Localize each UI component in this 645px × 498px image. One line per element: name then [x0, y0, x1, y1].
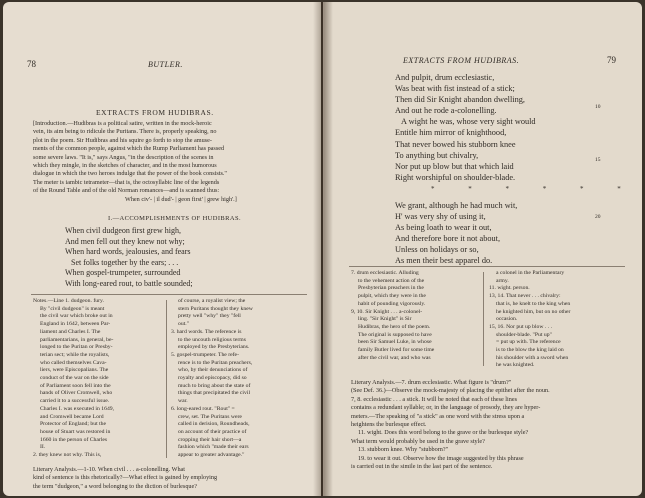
note-line: family Butler lived for some time: [358, 347, 435, 354]
note-line: he was knighted.: [496, 362, 535, 369]
verse-block-a: [395, 72, 536, 183]
verse-line: To anything but chivalry,: [395, 150, 479, 160]
note-line: stern Puritans thought they knew: [178, 305, 253, 312]
note-line: By "civil dudgeon" is meant: [40, 305, 105, 312]
verse-line: Then did Sir Knight abandon dwelling,: [395, 95, 525, 105]
verse-line: When hard words, jealousies, and fears: [65, 247, 191, 257]
note-line: he knighted him, but on no other: [496, 308, 571, 315]
analysis-line: Literary Analysis.—1-10. When civil . . . a-colonelling. What: [33, 466, 186, 473]
note-line: on account of their practice of: [178, 428, 247, 435]
verse-line: Unless on holidays or so,: [395, 245, 479, 255]
intro-line: [Introduction.—Hudibras is a political satire, written in the mock-heroic: [33, 120, 212, 127]
page-number: 78: [27, 59, 36, 69]
note-line: 7. drum ecclesiastic. Alluding: [351, 270, 419, 276]
analysis-line: 7, 8. ecclesiastic . . . a stick. It will be noted that each of these lines: [351, 395, 517, 403]
verse-line: When civil dudgeon first grew high,: [65, 226, 181, 235]
note-line: parliamentarians, in general, be-: [40, 336, 114, 343]
intro-line: ments of the common people, against which the Rump Parliament has passed: [33, 145, 225, 153]
verse-block-b: [395, 200, 517, 267]
notes-divider: [31, 294, 307, 295]
analysis-line: the term "dudgeon," a word belonging to the diction of burlesque?: [33, 482, 197, 490]
literary-analysis: [33, 466, 309, 491]
notes-column-2: [489, 270, 570, 370]
analysis-line: 11. wight. Does this word belong to the grave or the burlesque style?: [358, 429, 529, 437]
note-line: out.": [178, 321, 190, 328]
notes-column-divider: [166, 300, 167, 458]
verse-block: [65, 226, 193, 290]
note-line: ling. "Sir Knight" is Sir: [358, 316, 412, 323]
note-line: crew, set. The Puritans were: [178, 413, 242, 420]
running-head: EXTRACTS FROM HUDIBRAS.: [403, 56, 520, 65]
note-line: who, by their denunciations of: [178, 367, 248, 374]
verse-line: As men their best apparel do.: [395, 256, 493, 266]
verse-line: With long-eared rout, to battle sounded;: [65, 278, 193, 288]
note-line: war.: [178, 398, 188, 405]
section-stars: * * * * * *: [431, 185, 637, 193]
book-gutter: [313, 2, 333, 496]
note-line: and Cromwell became Lord: [40, 413, 104, 420]
intro-line: vein, its aim being to ridicule the Puritans. There is, properly speaking, no: [33, 128, 217, 136]
verse-line: That never bowed his stubborn knee: [395, 139, 516, 149]
note-line: Charles I. was executed in 1649,: [40, 405, 115, 412]
note-line: Protector of England; but the: [40, 421, 107, 428]
note-line: rence is to the Puritan preachers,: [178, 359, 253, 366]
verse-line: Was beat with fist instead of a stick;: [395, 84, 515, 94]
verse-line: H' was very shy of using it,: [395, 212, 486, 222]
notes-column-divider: [483, 272, 484, 366]
verse-line: Entitle him mirror of knighthood,: [395, 128, 507, 138]
note-line: house of Stuart was restored in: [40, 428, 111, 435]
analysis-line: (See Def. 36.)—Observe the mock-majesty of placing the epithet after the noun.: [351, 387, 550, 395]
intro-line: of the Round Table and of the old Norman romances—and is scanned thus:: [33, 187, 220, 195]
analysis-line: kind of sentence is this rhetorically?—What effect is gained by employing: [33, 474, 218, 482]
note-line: 9, 10. Sir Knight . . . a-colonel-: [351, 308, 423, 315]
note-line: that is, he knelt to the king when: [496, 300, 571, 307]
intro-line: dialogue in which the two heroes indulge that the power of the book consists.": [33, 170, 227, 178]
intro-line: The meter is iambic tetrameter—that is, the octosyllabic line of the legends: [33, 178, 220, 186]
note-line: carried it to a successful issue.: [40, 398, 110, 405]
note-line: liament and Charles I. The: [40, 328, 101, 335]
book-spread: [3, 2, 642, 496]
line-number: 10: [595, 104, 601, 110]
note-line: much to bring about the state of: [178, 382, 251, 389]
intro-line: which they mingle, in the sketches of character, and in the most humorous: [33, 162, 217, 170]
verse-line: Nor put up blow but that which laid: [395, 161, 514, 171]
intro-line: When civ'- | il dud'- | geon first' | grew high'.]: [125, 195, 237, 203]
verse-line: And therefore bore it not about,: [395, 234, 501, 244]
note-line: to the uncouth religious terms: [178, 336, 246, 343]
page-number: 79: [607, 55, 616, 65]
note-line: 15, 16. Nor put up blow . . .: [489, 323, 553, 330]
verse-line: Right worshipful on shoulder-blade.: [395, 172, 516, 182]
note-line: army.: [496, 277, 509, 284]
note-line: 6. long-eared rout. "Rout" =: [171, 405, 235, 412]
note-line: called in derision, Roundheads,: [178, 421, 250, 428]
line-number: 20: [595, 214, 601, 220]
note-line: 5. gospel-trumpeter. The refe-: [171, 351, 239, 358]
verse-line: And men fell out they knew not why;: [65, 236, 185, 246]
note-line: Notes.—Line 1. dudgeon. fury.: [33, 298, 104, 304]
note-line: royalty and episcopacy, did so: [178, 375, 247, 382]
note-line: Hudibras, the hero of the poem.: [358, 323, 431, 330]
analysis-line: meters.—The speaking of "a stick" as one word with the stress upon a: [351, 412, 525, 420]
note-line: of course, a royalist view; the: [178, 298, 246, 304]
note-line: his shoulder with a sword when: [496, 354, 569, 361]
right-page: [323, 2, 642, 496]
note-line: liers, were Episcopalians. The: [40, 367, 109, 374]
note-line: shoulder-blade. "Put up": [496, 331, 552, 338]
note-line: 3. hard words. The reference is: [171, 328, 242, 335]
literary-analysis: [351, 379, 629, 471]
analysis-line: contains a redundant syllable; or, in the language of prosody, they are hyper-: [351, 404, 541, 412]
section-title: EXTRACTS FROM HUDIBRAS.: [96, 108, 214, 117]
note-line: = put up with. The reference: [496, 339, 561, 346]
notes-column-2: [171, 298, 253, 460]
introduction: [33, 120, 305, 204]
note-line: The original is supposed to have: [358, 331, 432, 338]
verse-line: When gospel-trumpeter, surrounded: [65, 268, 181, 278]
note-line: after the civil war, and who was: [358, 354, 431, 361]
intro-line: plot in the poem. Sir Hudibras and his squire go forth to stop the amuse-: [33, 136, 212, 144]
analysis-line: What term would probably be used in the grave style?: [351, 437, 485, 445]
note-line: a colonel in the Parliamentary: [496, 270, 565, 276]
intro-line: some severe laws. "It is," says Angus, "in the description of the scenes in: [33, 153, 214, 161]
analysis-line: 19. to wear it out. Observe how the image suggested by this phrase: [358, 454, 524, 462]
note-line: England in 1642, between Par-: [40, 321, 111, 328]
note-line: 2. they knew not why. This is,: [33, 452, 102, 459]
note-line: Presbyterian preachers in the: [358, 285, 424, 292]
verse-line: As being loath to wear it out,: [395, 223, 492, 233]
note-line: occasion.: [496, 316, 518, 323]
note-line: conduct of the war on the side: [40, 375, 109, 382]
note-line: 13, 14. That never . . . chivalry:: [489, 293, 561, 300]
note-line: who called themselves Cava-: [40, 359, 107, 366]
analysis-line: 13. stubborn knee. Why "stubborn?": [358, 446, 449, 454]
note-line: II.: [40, 444, 46, 451]
verse-line: Set folks together by the ears; . . .: [71, 257, 179, 267]
note-line: of Parliament soon fell into the: [40, 382, 111, 389]
left-page: [3, 2, 321, 496]
note-line: 1660 in the person of Charles: [40, 436, 108, 443]
analysis-line: Literary Analysis.—7. drum ecclesiastic. What figure is "drum?": [351, 379, 512, 386]
note-line: appear to greater advantage.": [178, 452, 245, 459]
note-line: things that precipitated the civil: [178, 390, 251, 397]
note-line: hands of Oliver Cromwell, who: [40, 390, 113, 397]
running-head: BUTLER.: [148, 60, 183, 69]
note-line: is to the blow the king laid on: [496, 347, 564, 354]
notes-column-1: [351, 270, 434, 362]
note-line: pretty well "why" they "fell: [178, 313, 241, 320]
analysis-line: is carried out in the simile in the last part of the sentence.: [351, 463, 493, 471]
note-line: 11. wight. person.: [489, 285, 530, 292]
note-line: longed to the Puritan or Presby-: [40, 344, 113, 351]
note-line: pulpit, which they were in the: [358, 293, 426, 300]
note-line: the civil war which broke out in: [40, 313, 113, 320]
notes-divider: [349, 266, 625, 267]
note-line: terian sect; while the royalists,: [40, 351, 110, 358]
verse-line: We grant, although he had much wit,: [395, 201, 518, 210]
poem-subtitle: I.—ACCOMPLISHMENTS OF HUDIBRAS.: [108, 215, 242, 222]
verse-line: A wight he was, whose very sight would: [401, 117, 536, 127]
verse-line: And out he rode a-colonelling.: [395, 106, 497, 116]
notes-column-1: [33, 298, 114, 460]
note-line: habit of pounding vigorously.: [358, 300, 426, 307]
verse-line: And pulpit, drum ecclesiastic,: [395, 73, 495, 82]
note-line: cropping their hair short—a: [178, 436, 242, 443]
line-number: 15: [595, 157, 601, 163]
note-line: to the vehement action of the: [358, 277, 425, 284]
note-line: employed by the Presbyterians.: [178, 344, 250, 351]
note-line: fashion which "made their ears: [178, 444, 249, 451]
analysis-line: heightens the burlesque effect.: [351, 421, 427, 429]
note-line: been Sir Samuel Luke, in whose: [358, 339, 432, 346]
